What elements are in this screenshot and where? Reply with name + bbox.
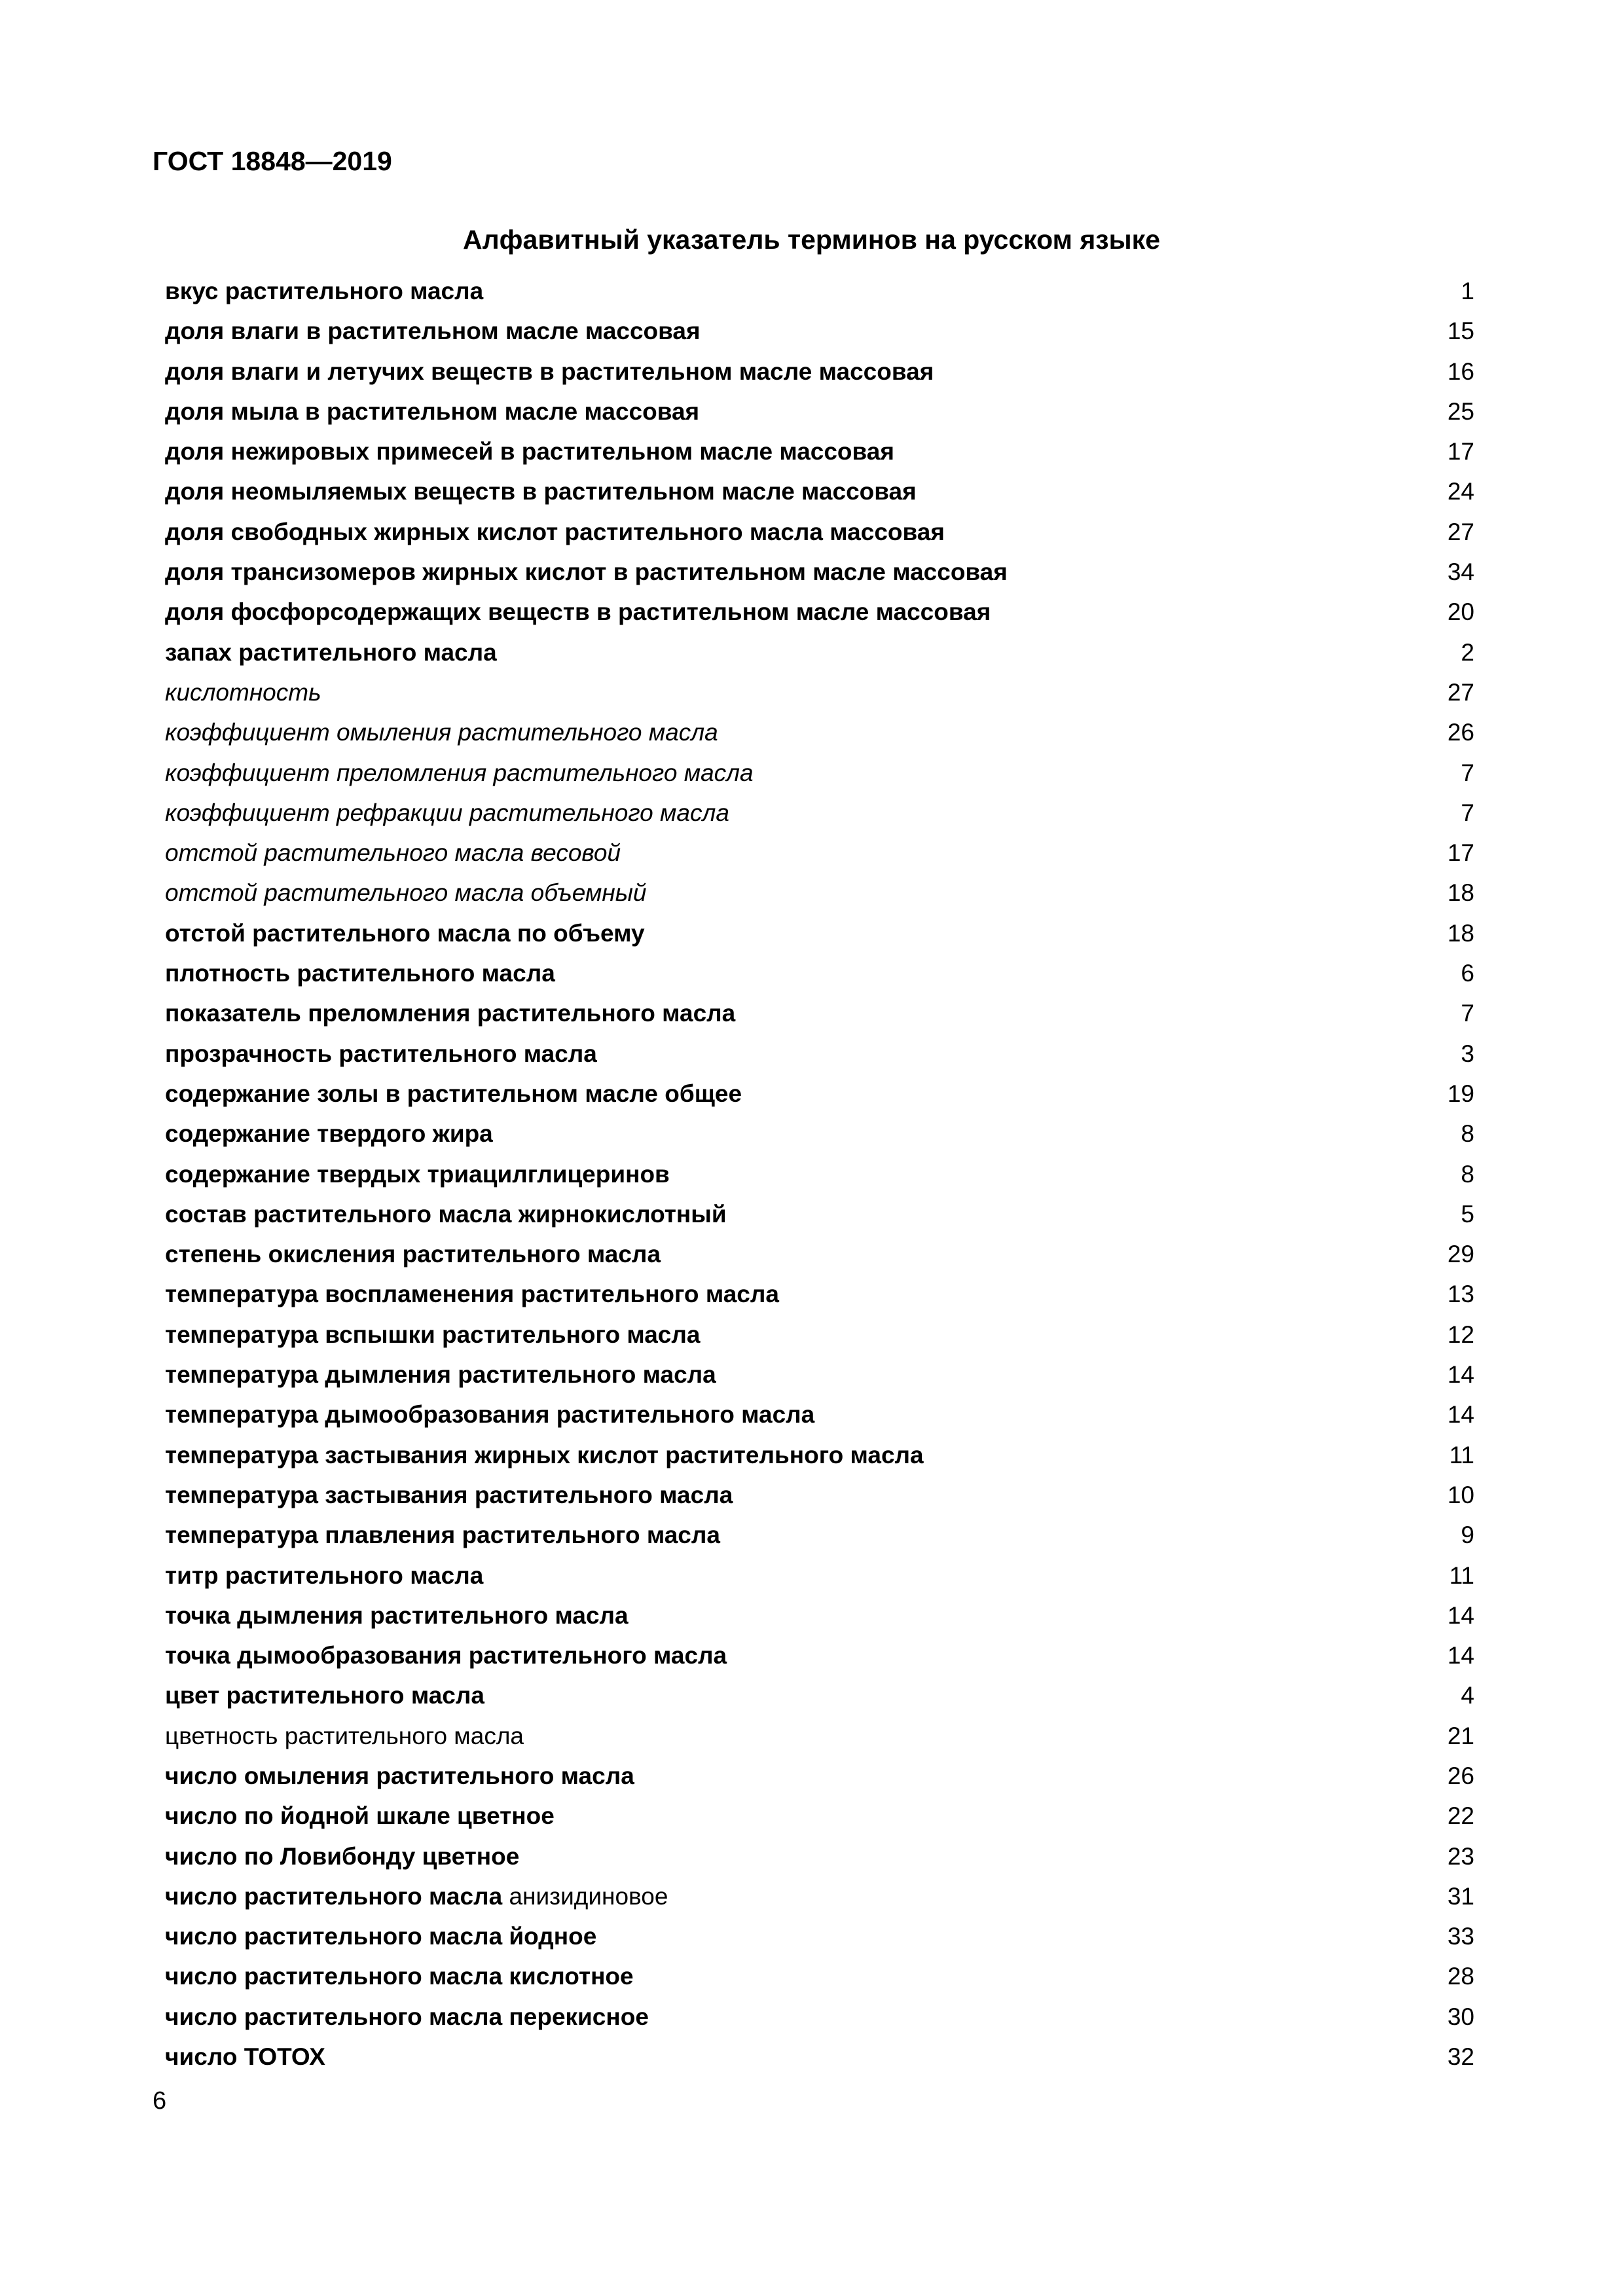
index-term-number: 26: [1447, 719, 1474, 746]
index-term-part: доля неомыляемых веществ в растительном масле массовая: [165, 478, 917, 505]
index-term-part: число по Ловибонду цветное: [165, 1842, 520, 1870]
index-term-part: цвет растительного масла: [165, 1682, 484, 1709]
index-term-part: отстой растительного масла весовой: [165, 839, 621, 867]
index-term: [165, 1242, 661, 1266]
index-entry: [165, 635, 1474, 675]
index-term-number: 28: [1447, 1963, 1474, 1990]
index-term-part: число омыления растительного масла: [165, 1762, 634, 1789]
index-term-part: точка дымообразования растительного масла: [165, 1642, 727, 1669]
index-term-part: коэффициент преломления растительного масла: [165, 759, 754, 786]
index-term: [165, 1924, 596, 1948]
index-entry: [165, 1036, 1474, 1076]
index-term-number: 20: [1447, 598, 1474, 626]
index-term-number: 2: [1461, 638, 1474, 666]
index-term-number: 18: [1447, 879, 1474, 907]
index-entry: [165, 555, 1474, 594]
index-entry: [165, 715, 1474, 755]
index-term-number: 12: [1447, 1321, 1474, 1348]
index-term: [165, 1683, 484, 1707]
index-term-part: точка дымления растительного масла: [165, 1601, 629, 1629]
index-term: [165, 600, 991, 624]
index-term: [165, 1563, 483, 1588]
index-term: [165, 1764, 634, 1788]
index-term: [165, 1402, 814, 1427]
index-term-number: 27: [1447, 518, 1474, 545]
index-entry: [165, 1397, 1474, 1437]
index-term-number: 30: [1447, 2003, 1474, 2030]
index-term-part: вкус растительного масла: [165, 278, 484, 304]
index-term: [165, 560, 1008, 584]
index-entry: [165, 1076, 1474, 1116]
index-term-number: 3: [1461, 1040, 1474, 1067]
index-term-part: температура застывания растительного масла: [165, 1481, 733, 1508]
index-term: [165, 1322, 700, 1347]
index-term-number: 11: [1449, 1441, 1474, 1468]
index-term: [165, 921, 645, 945]
index-term: [165, 2045, 325, 2069]
index-term-part: число растительного масла перекисное: [165, 2003, 649, 2030]
index-term-number: 16: [1447, 357, 1474, 385]
index-term: [165, 319, 701, 343]
index-term-part: доля свободных жирных кислот растительного масла массовая: [165, 518, 945, 545]
index-entry: [165, 1277, 1474, 1317]
index-entry: [165, 1116, 1474, 1156]
index-term-number: 6: [1461, 960, 1474, 987]
index-entry: [165, 314, 1474, 354]
index-entry: [165, 594, 1474, 634]
index-entry: [165, 1919, 1474, 1959]
index-term-part: содержание золы в растительном масле общее: [165, 1080, 742, 1107]
index-term: [165, 801, 729, 825]
index-entry: [165, 1719, 1474, 1758]
index-term-number: 18: [1447, 919, 1474, 947]
index-entry: [165, 1478, 1474, 1518]
index-term-part: состав растительного масла жирнокислотный: [165, 1200, 727, 1228]
index-term-number: 23: [1447, 1842, 1474, 1870]
index-entry: [165, 956, 1474, 996]
index-term: [165, 961, 555, 985]
index-term-number: 29: [1447, 1241, 1474, 1268]
index-term: [165, 399, 699, 424]
index-term-part: температура воспламенения растительного масла: [165, 1281, 779, 1308]
index-term-part: число растительного масла: [165, 1882, 509, 1910]
index-term-part: число растительного масла йодное: [165, 1923, 597, 1950]
index-term-part: доля мыла в растительном масле массовая: [165, 397, 700, 425]
index-term-number: 1: [1461, 278, 1474, 304]
index-term-part: коэффициент омыления растительного масла: [165, 719, 718, 746]
index-term: [165, 439, 894, 464]
index-term: [165, 479, 917, 503]
index-term-part: температура вспышки растительного масла: [165, 1321, 701, 1348]
index-term-number: 8: [1461, 1120, 1474, 1148]
index-term-number: 14: [1447, 1642, 1474, 1669]
index-term: [165, 1042, 597, 1066]
index-term-number: 26: [1447, 1762, 1474, 1789]
index-term-number: 13: [1447, 1281, 1474, 1308]
index-term: [165, 1202, 727, 1226]
index-term-part: плотность растительного масла: [165, 960, 555, 987]
index-term: [165, 1162, 670, 1186]
index-term-number: 14: [1447, 1361, 1474, 1389]
index-term-number: 17: [1447, 438, 1474, 465]
index-entry: [165, 474, 1474, 514]
index-entry: [165, 354, 1474, 394]
index-entry: [165, 1558, 1474, 1598]
index-entry: [165, 1197, 1474, 1237]
index-term: [165, 841, 621, 865]
index-entry: [165, 1839, 1474, 1879]
index-term: [165, 1443, 924, 1467]
index-entry: [165, 835, 1474, 875]
index-entry: [165, 515, 1474, 555]
index-term-part: температура дымления растительного масла: [165, 1361, 716, 1389]
index-term-part: доля влаги и летучих веществ в растительном масле массовая: [165, 357, 934, 385]
index-term: [165, 1362, 716, 1387]
index-term: [165, 1121, 493, 1146]
index-term: [165, 279, 483, 303]
index-term-number: 8: [1461, 1160, 1474, 1188]
index-term: [165, 640, 497, 665]
index-term-part: доля нежировых примесей в растительном масле массовая: [165, 438, 894, 465]
index-term-part: температура плавления растительного масла: [165, 1522, 720, 1549]
index-term-part: число ТОТОХ: [165, 2043, 325, 2071]
index-term: [165, 720, 718, 744]
index-term-part: температура застывания жирных кислот растительного масла: [165, 1441, 924, 1468]
index-term-number: 7: [1461, 799, 1474, 826]
index-term: [165, 1643, 727, 1667]
index-term-part: запах растительного масла: [165, 638, 497, 666]
index-term-part: доля влаги в растительном масле массовая: [165, 318, 701, 345]
index-term-part: анизидиновое: [509, 1882, 668, 1910]
index-term-number: 34: [1447, 558, 1474, 586]
index-term-number: 24: [1447, 478, 1474, 505]
index-entry: [165, 1959, 1474, 1999]
index-term-part: показатель преломления растительного масла: [165, 1000, 736, 1027]
index-term-number: 32: [1447, 2043, 1474, 2071]
index-entry: [165, 1237, 1474, 1277]
index-entry: [165, 875, 1474, 915]
index-entry: [165, 1317, 1474, 1357]
index-term-number: 31: [1447, 1882, 1474, 1910]
index-entry: [165, 2039, 1474, 2079]
index-entry: [165, 996, 1474, 1036]
index-term: [165, 2005, 649, 2029]
index-term-number: 25: [1447, 397, 1474, 425]
index-term-part: цветность растительного масла: [165, 1722, 524, 1749]
index-term-part: доля трансизомеров жирных кислот в растительном масле массовая: [165, 558, 1008, 586]
index-term: [165, 1523, 720, 1547]
index-term-part: отстой растительного масла по объему: [165, 919, 645, 947]
index-term-part: степень окисления растительного масла: [165, 1241, 661, 1268]
index-term-number: 7: [1461, 759, 1474, 786]
index-entry: [165, 675, 1474, 715]
index-term-part: прозрачность растительного масла: [165, 1040, 597, 1067]
index-term: [165, 1282, 779, 1306]
index-term-part: отстой растительного масла объемный: [165, 879, 647, 907]
index-entry: [165, 1598, 1474, 1638]
index-term: [165, 1844, 519, 1868]
index-term-number: 27: [1447, 678, 1474, 706]
index-term-number: 33: [1447, 1923, 1474, 1950]
index-term-number: 5: [1461, 1200, 1474, 1228]
index-term-number: 22: [1447, 1802, 1474, 1830]
index-entry: [165, 1438, 1474, 1478]
index-term-number: 7: [1461, 1000, 1474, 1027]
index-term: [165, 1603, 629, 1628]
index-term-number: 19: [1447, 1080, 1474, 1107]
index-term: [165, 1804, 555, 1828]
index-term-part: кислотность: [165, 678, 321, 706]
index-term: [165, 1001, 735, 1025]
index-term-number: 10: [1447, 1481, 1474, 1508]
index-term: [165, 680, 321, 704]
index-entry: [165, 434, 1474, 474]
index-term-part: титр растительного масла: [165, 1561, 484, 1589]
index-term: [165, 1724, 524, 1748]
index-term-part: число по йодной шкале цветное: [165, 1802, 555, 1830]
index-term: [165, 1082, 742, 1106]
index-term-part: доля фосфорсодержащих веществ в растительном масле массовая: [165, 598, 991, 626]
index-entry: [165, 1518, 1474, 1558]
index-term: [165, 1483, 733, 1507]
index-entry: [165, 756, 1474, 795]
term-index-list: [165, 274, 1474, 2079]
index-term-part: коэффициент рефракции растительного масла: [165, 799, 729, 826]
page-number: 6: [153, 2087, 167, 2115]
index-term-number: 17: [1447, 839, 1474, 867]
index-term-number: 21: [1447, 1722, 1474, 1749]
index-term-number: 15: [1447, 318, 1474, 345]
index-entry: [165, 1798, 1474, 1838]
index-entry: [165, 1879, 1474, 1919]
index-term-part: содержание твердых триацилглицеринов: [165, 1160, 670, 1188]
index-term: [165, 881, 647, 905]
index-term: [165, 761, 754, 785]
index-term: [165, 359, 934, 384]
index-entry: [165, 1638, 1474, 1678]
index-entry: [165, 394, 1474, 434]
index-term-part: содержание твердого жира: [165, 1120, 493, 1148]
index-term-number: 14: [1447, 1601, 1474, 1629]
index-entry: [165, 1157, 1474, 1197]
index-entry: [165, 1678, 1474, 1718]
index-term: [165, 1964, 634, 1988]
index-term-part: число растительного масла кислотное: [165, 1963, 634, 1990]
document-header: ГОСТ 18848—2019: [153, 146, 392, 176]
index-term: [165, 520, 945, 544]
index-entry: [165, 916, 1474, 956]
index-term-number: 4: [1461, 1682, 1474, 1709]
index-term-number: 9: [1461, 1522, 1474, 1549]
index-term-part: температура дымообразования растительного масла: [165, 1401, 815, 1429]
index-entry: [165, 795, 1474, 835]
index-term-number: 14: [1447, 1401, 1474, 1429]
index-term: [165, 1884, 668, 1908]
index-entry: [165, 1999, 1474, 2039]
index-entry: [165, 274, 1474, 314]
index-entry: [165, 1357, 1474, 1397]
index-entry: [165, 1758, 1474, 1798]
index-term-number: 11: [1449, 1561, 1474, 1589]
index-title: Алфавитный указатель терминов на русском языке: [463, 225, 1160, 255]
